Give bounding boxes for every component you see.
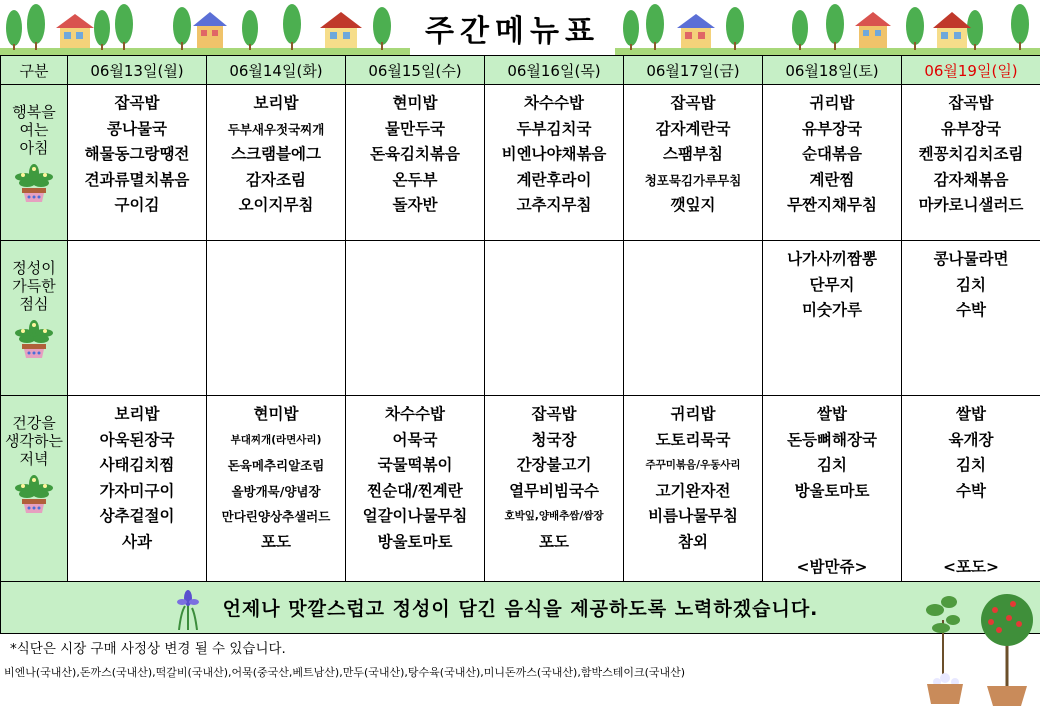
menu-item: 돈육김치볶음: [370, 145, 460, 163]
menu-item: 열무비빔국수: [509, 481, 599, 500]
menu-item: 보리밥: [253, 94, 299, 112]
menu-cell: [207, 396, 346, 582]
menu-item: 계란찜: [809, 170, 855, 189]
menu-item: 귀리밥: [670, 405, 716, 423]
menu-cell: [68, 241, 207, 396]
menu-item: 고추지무침: [516, 196, 592, 214]
menu-cell: [207, 85, 346, 241]
menu-item: 단무지: [809, 275, 855, 294]
menu-item: 청포묵김가루무침: [644, 172, 742, 188]
menu-item: 켄꽁치김치조림: [918, 145, 1024, 163]
page-title: 주간메뉴표: [425, 14, 600, 49]
day-header-sunday: 06월19일(일): [902, 56, 1040, 85]
menu-cell: [485, 241, 624, 396]
menu-item: 얼갈이나물무침: [362, 507, 468, 525]
menu-cell: [68, 396, 207, 582]
menu-item: 순대볶음: [802, 145, 862, 163]
menu-item: 콩나물국: [107, 119, 167, 138]
menu-cell: [68, 85, 207, 241]
page-header: [0, 0, 1040, 55]
day-header-row: [1, 56, 1040, 85]
menu-item: 사과: [122, 532, 152, 551]
menu-item: 가자미구이: [99, 481, 175, 500]
plant-pot-icon: [13, 163, 55, 203]
menu-item: 잡곡밥: [670, 94, 716, 112]
menu-item: 두부김치국: [516, 119, 592, 138]
menu-item: 보리밥: [114, 405, 160, 423]
meal-row-dinner: [1, 396, 1040, 582]
menu-cell: [624, 85, 763, 241]
potted-trees-icon: [915, 580, 1040, 709]
menu-item: 감자계란국: [655, 119, 731, 138]
day-header: 06월13일(월): [68, 56, 207, 85]
menu-cell: [902, 396, 1040, 582]
houses-trees-icon: [615, 0, 1040, 55]
slogan-cell: [1, 581, 1040, 633]
menu-item: 김치: [956, 456, 986, 474]
menu-cell: [485, 85, 624, 241]
menu-item: 방울토마토: [377, 532, 453, 551]
menu-item: 깻잎지: [670, 196, 716, 214]
menu-cell: [346, 85, 485, 241]
menu-item: 비엔나야채볶음: [501, 145, 607, 163]
menu-item: 현미밥: [253, 405, 299, 423]
meal-label-text: 정성이 가득한 점심: [12, 259, 56, 313]
menu-item: 김치: [956, 275, 986, 294]
day-header: 06월16일(목): [485, 56, 624, 85]
menu-item: 계란후라이: [516, 170, 592, 189]
menu-item: 올방개묵/양념장: [231, 483, 321, 499]
menu-item: 잡곡밥: [114, 94, 160, 112]
menu-item: 차수수밥: [524, 94, 584, 112]
header-label: 구분: [1, 56, 68, 85]
menu-item: 감자조림: [246, 170, 306, 189]
menu-item: 참외: [678, 532, 708, 551]
menu-item: 주꾸미볶음/우동사리: [645, 459, 741, 471]
menu-item: 수박: [956, 301, 986, 319]
menu-cell: [346, 241, 485, 396]
slogan-row: [1, 581, 1040, 633]
menu-item: 호박잎,양배추쌈/쌈장: [504, 510, 604, 522]
menu-cell: [763, 241, 902, 396]
menu-item: 돌자반: [392, 196, 438, 214]
menu-item: 온두부: [392, 170, 438, 189]
menu-item: 미숫가루: [802, 301, 862, 319]
slogan-text: 언제나 맛깔스럽고 정성이 담긴 음식을 제공하도록 노력하겠습니다.: [222, 598, 819, 620]
menu-item: 청국장: [531, 430, 577, 449]
menu-item: 돈등뼈해장국: [787, 430, 877, 449]
menu-item: 나가사끼짬뽕: [787, 250, 877, 268]
menu-item: 오이지무침: [238, 196, 314, 214]
menu-item: 포도: [261, 532, 291, 551]
menu-item: 고기완자전: [655, 481, 731, 500]
menu-item: 비름나물무침: [648, 507, 738, 525]
menu-item: 포도: [539, 532, 569, 551]
menu-item: 스크램블에그: [231, 145, 321, 163]
menu-item: 만다린양상추샐러드: [221, 509, 331, 524]
menu-item: 사태김치찜: [99, 456, 175, 474]
menu-item: 국물떡볶이: [377, 456, 453, 474]
menu-cell: [624, 241, 763, 396]
meal-label-text: 건강을 생각하는 저녁: [5, 414, 63, 468]
day-header: 06월15일(수): [346, 56, 485, 85]
menu-item: 귀리밥: [809, 94, 855, 112]
meal-label-dinner: [1, 396, 68, 582]
menu-cell: [624, 396, 763, 582]
day-header: 06월14일(화): [207, 56, 346, 85]
menu-item: 어묵국: [392, 430, 438, 449]
menu-item: 육개장: [948, 430, 994, 449]
day-header: 06월18일(토): [763, 56, 902, 85]
menu-item: 감자채볶음: [933, 170, 1009, 189]
menu-item: 잡곡밥: [531, 405, 577, 423]
menu-item: 스팸부침: [663, 145, 723, 163]
meal-row-lunch: [1, 241, 1040, 396]
menu-item: 견과류멸치볶음: [84, 170, 190, 189]
menu-item: 쌀밥: [956, 405, 986, 423]
meal-row-breakfast: [1, 85, 1040, 241]
menu-item: 김치: [817, 456, 847, 474]
menu-item: 부대찌개(라면사리): [230, 433, 322, 446]
menu-item: 구이김: [114, 196, 160, 214]
menu-item: 찐순대/찐계란: [367, 481, 463, 500]
menu-item: 돈육메추리알조림: [227, 458, 325, 473]
menu-item: 아욱된장국: [99, 430, 175, 449]
menu-item: 두부새우젓국찌개: [227, 121, 325, 137]
menu-item: 유부장국: [802, 119, 862, 138]
meal-label-breakfast: [1, 85, 68, 241]
menu-item: 잡곡밥: [948, 94, 994, 112]
origin-info: 비엔나(국내산),돈까스(국내산),떡갈비(국내산),어묵(중국산,베트남산),만두(국내산),탕수육(국내산),미니돈까스(국내산),함박스테이크(국내산): [4, 666, 686, 679]
menu-item: 무짠지채무침: [787, 196, 877, 214]
meal-label-lunch: [1, 241, 68, 396]
menu-item: 도토리묵국: [655, 430, 731, 449]
menu-cell: [346, 396, 485, 582]
menu-item: 수박: [956, 481, 986, 500]
menu-cell: [902, 241, 1040, 396]
menu-item: 쌀밥: [817, 405, 847, 423]
menu-item: 마카로니샐러드: [918, 196, 1024, 214]
menu-cell: [207, 241, 346, 396]
plant-pot-icon: [13, 474, 55, 514]
menu-cell: [763, 85, 902, 241]
plant-pot-icon: [13, 319, 55, 359]
change-notice: *식단은 시장 구매 사정상 변경 될 수 있습니다.: [10, 641, 286, 657]
menu-cell: [902, 85, 1040, 241]
weekly-menu-table: [0, 55, 1040, 634]
menu-item: 상추겉절이: [99, 507, 175, 525]
menu-item: 간장불고기: [516, 456, 592, 474]
menu-cell: [485, 396, 624, 582]
menu-item: 차수수밥: [385, 405, 445, 423]
day-header: 06월17일(금): [624, 56, 763, 85]
menu-item: 물만두국: [385, 119, 445, 138]
menu-item: 현미밥: [392, 94, 438, 112]
menu-item: 해물동그랑땡전: [84, 145, 190, 163]
dessert-item: <포도>: [943, 558, 999, 576]
dessert-item: <밤만쥬>: [796, 558, 868, 576]
menu-item: 콩나물라면: [933, 250, 1009, 268]
menu-item: 방울토마토: [794, 481, 870, 500]
meal-label-text: 행복을 여는 아침: [12, 103, 56, 157]
menu-cell: [763, 396, 902, 582]
menu-item: 유부장국: [941, 119, 1001, 138]
houses-trees-icon: [0, 0, 410, 55]
